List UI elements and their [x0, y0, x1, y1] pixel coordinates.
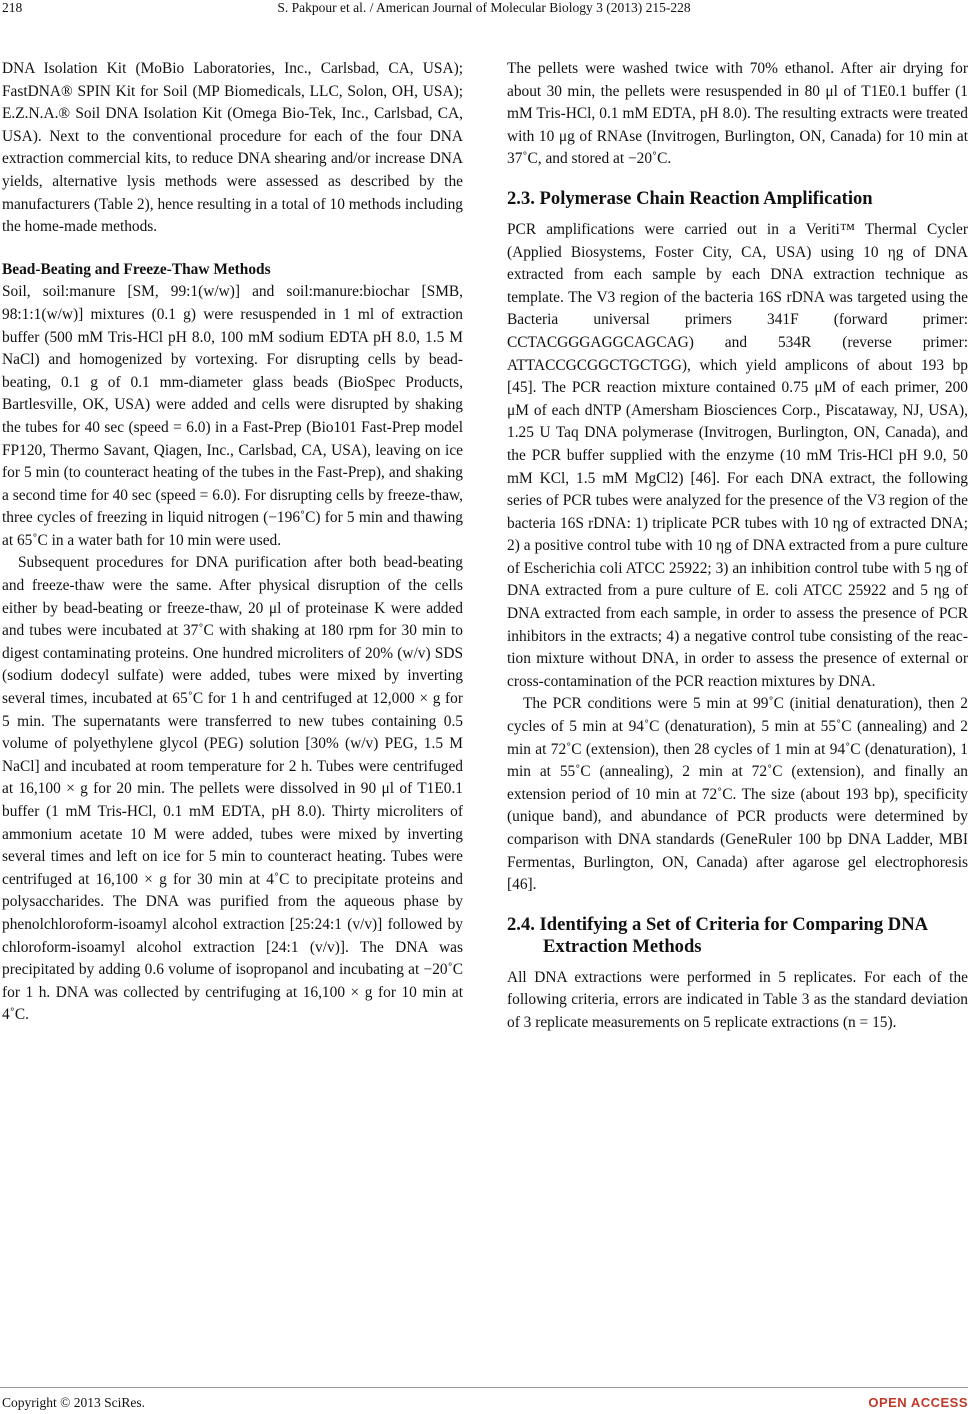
- open-access-label: OPEN ACCESS: [868, 1395, 968, 1410]
- page-number: 218: [2, 0, 23, 15]
- paragraph: Soil, soil:manure [SM, 99:1(w/w)] and soil:manure:biochar [SMB, 98:1:1(w/w)] mixtures (0.1 g) were resuspended in 1 ml of extraction buffer (500 mM Tris-HCl pH 8.0, 100 mM sodium EDTA pH 8.0, 1.5 M NaCl) and homogenized by vortexing. For disrupting cells by bead-beating, 0.1 g of 0.1 mm-diameter glass beads (BioSpec Products, Bartlesville, OK, USA) were added and cells were disrupted by shaking the tubes for 40 sec (speed = 6.0) in a Fast-Prep (Bio101 Fast-Prep model FP120, Thermo Savant, Qiagen, Inc., Carlsbad, CA, USA), leaving on ice for 5 min (to counteract heating of the tubes in the Fast-Prep), and shaking a second time for 40 sec (speed = 6.0). For disrupting cells by freeze-thaw, three cycles of freezing in liquid nitrogen (−196˚C) for 5 min and thawing at 65˚C in a water bath for 10 min were used.: [2, 283, 463, 549]
- left-column: [2, 58, 463, 1027]
- paragraph: The PCR conditions were 5 min at 99˚C (initial denaturation), then 2 cycles of 5 min at 94˚C (denaturation), 5 min at 55˚C (annealing) and 2 min at 72˚C (extension), then 28 cycles of 1 min at 94˚C (denaturation), 1 min at 55˚C (annealing), 2 min at 72˚C (extension), and finally an extension period of 10 min at 72˚C. The size (about 193 bp), specificity (unique band), and abundance of PCR products were determined by comparison with DNA standards (GeneRuler 100 bp DNA Ladder, MBI Fermentas, Burlington, ON, Canada) after agarose gel electrophoresis [46].: [507, 695, 968, 894]
- running-header: [0, 0, 968, 26]
- subheading-bead-beating: Bead-Beating and Freeze-Thaw Methods: [2, 260, 271, 278]
- section-heading-2-3: 2.3. Polymerase Chain Reaction Amplification: [507, 187, 873, 209]
- copyright-notice: Copyright © 2013 SciRes.: [2, 1395, 146, 1410]
- paragraph: All DNA extractions were performed in 5 replicates. For each of the following criteria, errors are indicated in Table 3 as the standard deviation of 3 replicate measurements on 5 replicate extractions (n = 15).: [507, 968, 968, 1031]
- paragraph: PCR amplifications were carried out in a Veriti™ Thermal Cycler (Applied Biosystems, Foster City, CA, USA) using 10 ηg of DNA extracted from each sample by each DNA extraction technique as template. The V3 region of the bacteria 16S rDNA was targeted using the Bacteria universal primers 341F (forward primer: CCTACGGGAGGCAGCAG) and 534R (reverse primer: ATTACCGCGGCTGCTGG), which yield amplicons of about 193 bp [45]. The PCR reaction mixture contained 0.75 μM of each primer, 200 μM of each dNTP (Amersham Biosciences Corp., Piscataway, NJ, USA), 1.25 U Taq DNA polymerase (Invitrogen, Burlington, ON, Canada), and the PCR buffer supplied with the enzyme (10 mM Tris-HCl pH 9.0, 50 mM KCl, 1.5 mM MgCl2) [46]. For each DNA extract, the following series of PCR tubes were analyzed for the presence of the V3 region of the bacteria 16S rDNA: 1) triplicate PCR tubes with 10 ηg of extracted DNA; 2) a positive control tube with 10 ηg of DNA extracted from a pure culture of Escherichia coli ATCC 25922; 3) an inhibition control tube with 5 ηg of DNA extracted from a pure culture of E. coli ATCC 25922 and 5 ηg of DNA extracted from each sample, in order to assess the presence of PCR inhibitors in the extracts; 4) a negative control tube consisting of the reaction mixture without DNA, in order to assess the presence of external or cross-contamination of the PCR reaction mixtures by DNA.: [507, 220, 968, 690]
- section-heading-2-4: 2.4. Identifying a Set of Criteria for Comparing DNA Extraction Methods: [507, 913, 928, 957]
- paragraph: DNA Isolation Kit (MoBio Laboratories, Inc., Carlsbad, CA, USA); FastDNA® SPIN Kit for Soil (MP Biomedicals, LLC, Solon, OH, USA); E.Z.N.A.® Soil DNA Isolation Kit (Omega Bio-Tek, Inc., Carlsbad, CA, USA). Next to the conventional procedure for each of the four DNA extraction commercial kits, to reduce DNA shearing and/or increase DNA yields, alternative lysis methods were assessed as described by the manufacturers (Table 2), hence resulting in a total of 10 methods including the home-made methods.: [2, 60, 463, 236]
- paragraph: The pellets were washed twice with 70% ethanol. After air drying for about 30 min, the pellets were resuspended in 80 μl of T1E0.1 buffer (1 mM Tris-HCl, 0.1 mM EDTA, pH 8.0). The resulting extracts were treated with 10 μg of RNAse (Invitrogen, Burlington, ON, Canada) for 10 min at 37˚C, and stored at −20˚C.: [507, 60, 968, 168]
- right-column: [507, 58, 968, 1035]
- paragraph: Subsequent procedures for DNA purification after both bead-beating and freeze-thaw were the same. After physical disruption of the cells either by bead-beating or freeze-thaw, 20 μl of proteinase K were added and tubes were incubated at 37˚C with shaking at 180 rpm for 30 min to digest contaminating proteins. One hundred microliters of 20% (w/v) SDS (sodium dodecyl sulfate) were added, tubes were mixed by inverting several times, incubated at 65˚C for 1 h and centrifuged at 12,000 × g for 5 min. The supernatants were transferred to new tubes containing 0.5 volume of polyethylene glycol (PEG) solution [30% (w/v) PEG, 1.5 M NaCl] and incubated at room temperature for 2 h. Tubes were centrifuged at 16,100 × g for 20 min. The pellets were dissolved in 90 μl of T1E0.1 buffer (1 mM Tris-HCl, 0.1 mM EDTA, pH 8.0). Thirty microliters of ammonium acetate 10 M were added, tubes were mixed by inverting several times and left on ice for 5 min to counteract heating. Tubes were centrifuged at 16,100 × g for 30 min at 4˚C to precipitate proteins and polysaccharides. The DNA was purified from the aqueous phase by phenolchloroform-isoamyl alcohol extraction [25:24:1 (v/v)] followed by chloroform-isoamyl alcohol extraction [24:1 (v/v)]. The DNA was precipitated by adding 0.6 volume of isopropanol and incubating at −20˚C for 1 h. DNA was collected by centrifuging at 16,100 × g for 10 min at 4˚C.: [2, 554, 463, 1024]
- running-title: S. Pakpour et al. / American Journal of Molecular Biology 3 (2013) 215-228: [277, 0, 691, 15]
- footer-divider: [0, 1387, 968, 1388]
